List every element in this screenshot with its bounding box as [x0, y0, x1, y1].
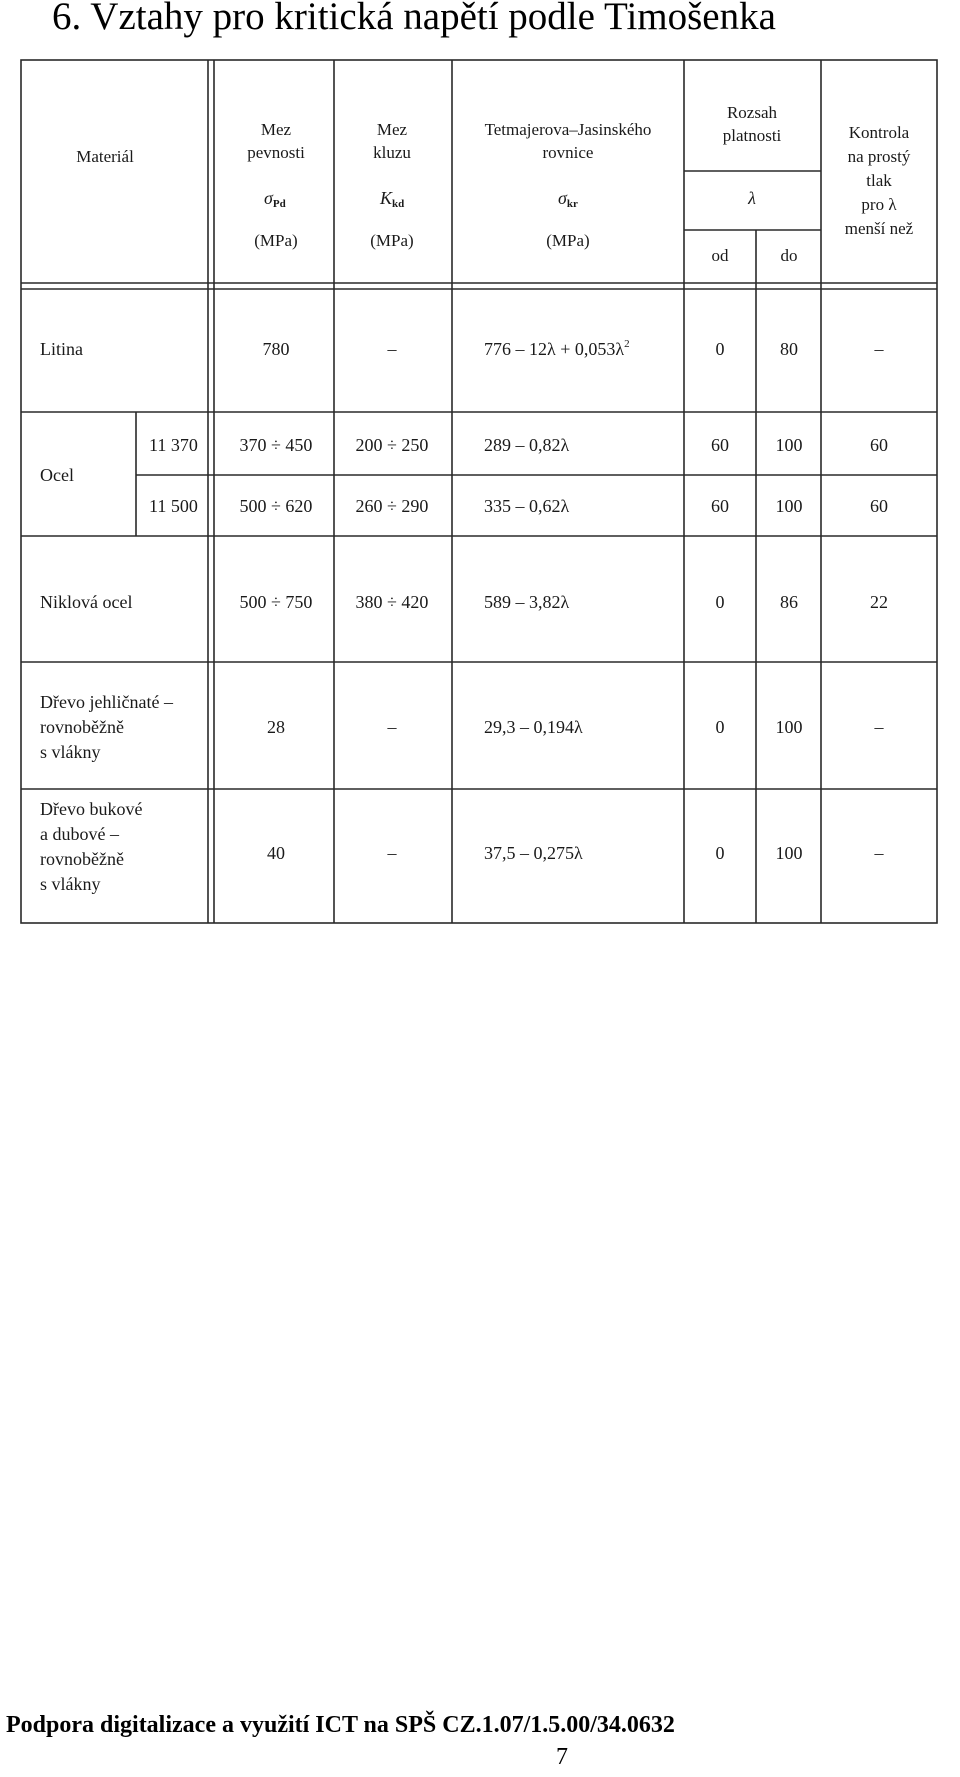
row-litina-kluz: – — [387, 339, 397, 359]
row-ocel-11500-do: 100 — [775, 496, 803, 516]
header-mez-pevnosti-line2: pevnosti — [247, 143, 305, 162]
row-ocel-11370-kluz: 200 ÷ 250 — [355, 435, 429, 455]
header-k-kd: Kkd — [380, 188, 405, 210]
header-do: do — [780, 246, 798, 265]
header-tetmajer-line2: rovnice — [542, 143, 594, 162]
table-grid — [19, 58, 941, 926]
row-bukove-kontrola: – — [874, 843, 884, 863]
row-bukove-material-line4: s vlákny — [40, 874, 101, 894]
row-niklova-do: 86 — [780, 592, 798, 612]
row-jehlicnate-material-line1: Dřevo jehličnaté – — [40, 692, 173, 712]
header-unit-kluz: (MPa) — [370, 231, 414, 250]
row-ocel-11500-kontrola: 60 — [870, 496, 888, 516]
row-bukove-material-line1: Dřevo bukové — [40, 799, 143, 819]
row-jehlicnate-material-line3: s vlákny — [40, 742, 101, 762]
row-jehlicnate-pevnost: 28 — [267, 717, 285, 737]
header-lambda: λ — [748, 188, 756, 208]
row-ocel-11370-formula: 289 – 0,82λ — [484, 435, 570, 455]
row-ocel-11500-formula: 335 – 0,62λ — [484, 496, 570, 516]
footer-project-text: Podpora digitalizace a využití ICT na SPŠ CZ.1.07/1.5.00/34.0632 — [6, 1712, 675, 1738]
row-ocel-11500-pevnost: 500 ÷ 620 — [239, 496, 313, 516]
header-sigma-pd: σPd — [264, 188, 286, 210]
header-kontrola-line3: tlak — [866, 171, 892, 190]
header-kontrola-line4: pro λ — [861, 195, 897, 214]
row-bukove-do: 100 — [775, 843, 803, 863]
row-litina-do: 80 — [780, 339, 798, 359]
row-bukove-material-line3: rovnoběžně — [40, 849, 124, 869]
page-title: 6. Vztahy pro kritická napětí podle Timošenka — [52, 0, 776, 38]
row-jehlicnate-od: 0 — [715, 717, 725, 737]
header-tetmajer-line1: Tetmajerova–Jasinského — [484, 120, 652, 139]
row-ocel-11500-grade: 11 500 — [149, 496, 198, 516]
header-mez-kluzu-line1: Mez — [376, 120, 408, 139]
critical-stress-table — [19, 58, 941, 926]
row-niklova-material: Niklová ocel — [40, 592, 133, 612]
row-ocel-11500-kluz: 260 ÷ 290 — [355, 496, 429, 516]
row-litina-pevnost: 780 — [262, 339, 290, 359]
header-kontrola-line5: menší než — [844, 219, 914, 238]
header-od: od — [711, 246, 729, 265]
header-unit-pevnost: (MPa) — [254, 231, 298, 250]
row-jehlicnate-material-line2: rovnoběžně — [40, 717, 124, 737]
row-ocel-11370-kontrola: 60 — [870, 435, 888, 455]
row-jehlicnate-kluz: – — [387, 717, 397, 737]
header-rozsah-line2: platnosti — [722, 126, 782, 145]
row-ocel-11370-do: 100 — [775, 435, 803, 455]
row-ocel-11370-pevnost: 370 ÷ 450 — [239, 435, 313, 455]
header-unit-tetmajer: (MPa) — [546, 231, 590, 250]
row-ocel-11500-od: 60 — [711, 496, 729, 516]
row-litina-material: Litina — [40, 339, 83, 359]
page-number: 7 — [556, 1744, 568, 1770]
header-rozsah-line1: Rozsah — [726, 103, 778, 122]
header-mez-kluzu-line2: kluzu — [373, 143, 411, 162]
row-ocel-label: Ocel — [40, 465, 74, 485]
row-litina-od: 0 — [715, 339, 725, 359]
row-niklova-formula: 589 – 3,82λ — [484, 592, 570, 612]
row-niklova-pevnost: 500 ÷ 750 — [239, 592, 313, 612]
header-kontrola-line2: na prostý — [847, 147, 911, 166]
row-niklova-kluz: 380 ÷ 420 — [355, 592, 429, 612]
row-bukove-kluz: – — [387, 843, 397, 863]
row-bukove-pevnost: 40 — [267, 843, 285, 863]
row-jehlicnate-do: 100 — [775, 717, 803, 737]
row-ocel-11370-grade: 11 370 — [149, 435, 198, 455]
header-mez-pevnosti-line1: Mez — [260, 120, 292, 139]
header-material: Materiál — [76, 147, 134, 166]
row-niklova-od: 0 — [715, 592, 725, 612]
row-jehlicnate-kontrola: – — [874, 717, 884, 737]
row-niklova-kontrola: 22 — [870, 592, 888, 612]
row-jehlicnate-formula: 29,3 – 0,194λ — [484, 717, 583, 737]
row-ocel-11370-od: 60 — [711, 435, 729, 455]
header-kontrola-line1: Kontrola — [848, 123, 910, 142]
row-litina-formula: $776 - 12\lambda + 0,053\lambda^2$ — [484, 338, 630, 359]
row-litina-kontrola: – — [874, 339, 884, 359]
header-sigma-kr: σkr — [558, 188, 578, 210]
row-bukove-od: 0 — [715, 843, 725, 863]
row-bukove-formula: 37,5 – 0,275λ — [484, 843, 583, 863]
row-bukove-material-line2: a dubové – — [40, 824, 119, 844]
